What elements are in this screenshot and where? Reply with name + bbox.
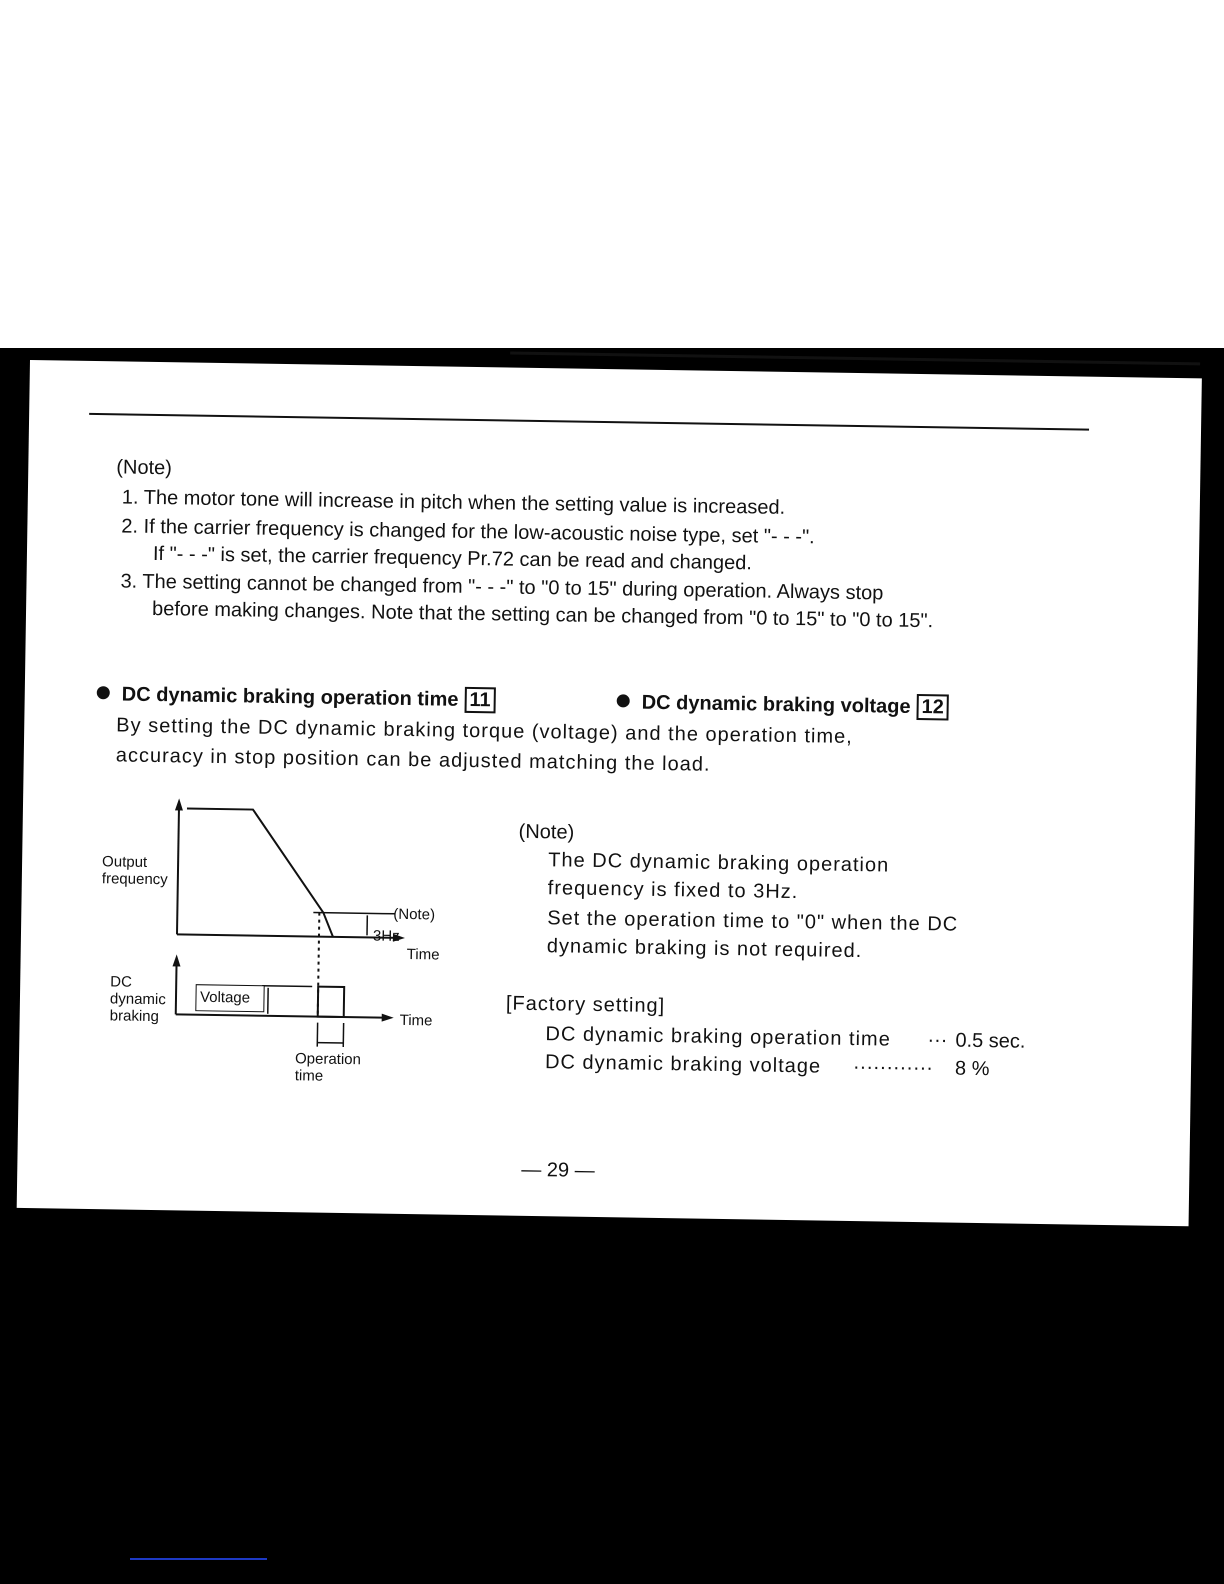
bullet-icon <box>97 686 110 699</box>
note-item-1: 1. The motor tone will increase in pitch when the setting value is increased. <box>121 486 786 519</box>
time-label-upper: Time <box>406 945 440 964</box>
braking-pulse <box>318 987 344 1017</box>
brake-x-arrow-icon <box>382 1014 394 1022</box>
freq-x-axis <box>177 934 399 937</box>
note-item-2-cont: If "- - -" is set, the carrier frequency Pr.72 can be read and changed. <box>152 542 753 575</box>
heading-braking-voltage: DC dynamic braking voltage 12 <box>616 689 949 720</box>
factory-row-1-label: DC dynamic braking operation time <box>545 1023 891 1051</box>
heading-operation-time: DC dynamic braking operation time 11 <box>97 681 496 713</box>
output-frequency-label: Output frequency <box>101 853 168 889</box>
voltage-level-line <box>262 986 312 987</box>
freq-y-arrow-icon <box>175 798 183 810</box>
brake-x-axis <box>176 1014 388 1017</box>
note-item-3-cont: before making changes. Note that the setting can be changed from "0 to 15" to "0 to 15". <box>151 597 934 633</box>
parameter-number-badge: 11 <box>464 687 496 713</box>
manual-page <box>17 360 1202 1226</box>
bullet-icon <box>617 694 630 707</box>
factory-row-1-value: 0.5 sec. <box>955 1029 1026 1053</box>
parameter-number-badge: 12 <box>916 694 949 721</box>
dc-braking-label: DC dynamic braking <box>109 973 166 1026</box>
page-number: — 29 — <box>521 1158 595 1182</box>
brake-y-arrow-icon <box>172 954 180 966</box>
link-underline[interactable] <box>130 1558 267 1560</box>
factory-heading: [Factory setting] <box>505 992 666 1018</box>
diagram-note-label: (Note) <box>393 905 436 924</box>
section-desc-line-2: accuracy in stop position can be adjusted matching the load. <box>115 744 711 776</box>
frequency-curve <box>185 809 335 937</box>
note-item-3: 3. The setting cannot be changed from "- - -" to "0 to 15" during operation. Always stop <box>120 570 884 605</box>
note-item-2: 2. If the carrier frequency is changed for the low-acoustic noise type, set "- - -". <box>121 515 815 549</box>
note2-line-1: The DC dynamic braking operation <box>548 849 890 877</box>
note2-heading: (Note) <box>518 820 575 844</box>
hz-level-line <box>313 913 395 914</box>
voltage-label: Voltage <box>199 988 251 1007</box>
freq-y-axis <box>177 802 179 934</box>
brake-y-axis <box>176 958 177 1014</box>
factory-row-2-value: 8 % <box>954 1057 990 1081</box>
note2-line-2: frequency is fixed to 3Hz. <box>547 877 799 904</box>
note2-line-3: Set the operation time to "0" when the DC <box>547 907 959 936</box>
time-label-lower: Time <box>399 1011 433 1030</box>
factory-row-2-label: DC dynamic braking voltage <box>544 1051 822 1078</box>
note-heading: (Note) <box>116 456 173 480</box>
note2-line-4: dynamic braking is not required. <box>546 935 863 963</box>
section-desc-line-1: By setting the DC dynamic braking torque (voltage) and the operation time, <box>116 714 853 748</box>
factory-row-2-leader: ············ <box>852 1056 934 1080</box>
hz-label: 3Hz <box>372 927 400 945</box>
operation-time-label: Operation time <box>294 1050 362 1085</box>
header-rule <box>89 413 1089 431</box>
factory-row-1-leader: ··· <box>927 1029 948 1052</box>
